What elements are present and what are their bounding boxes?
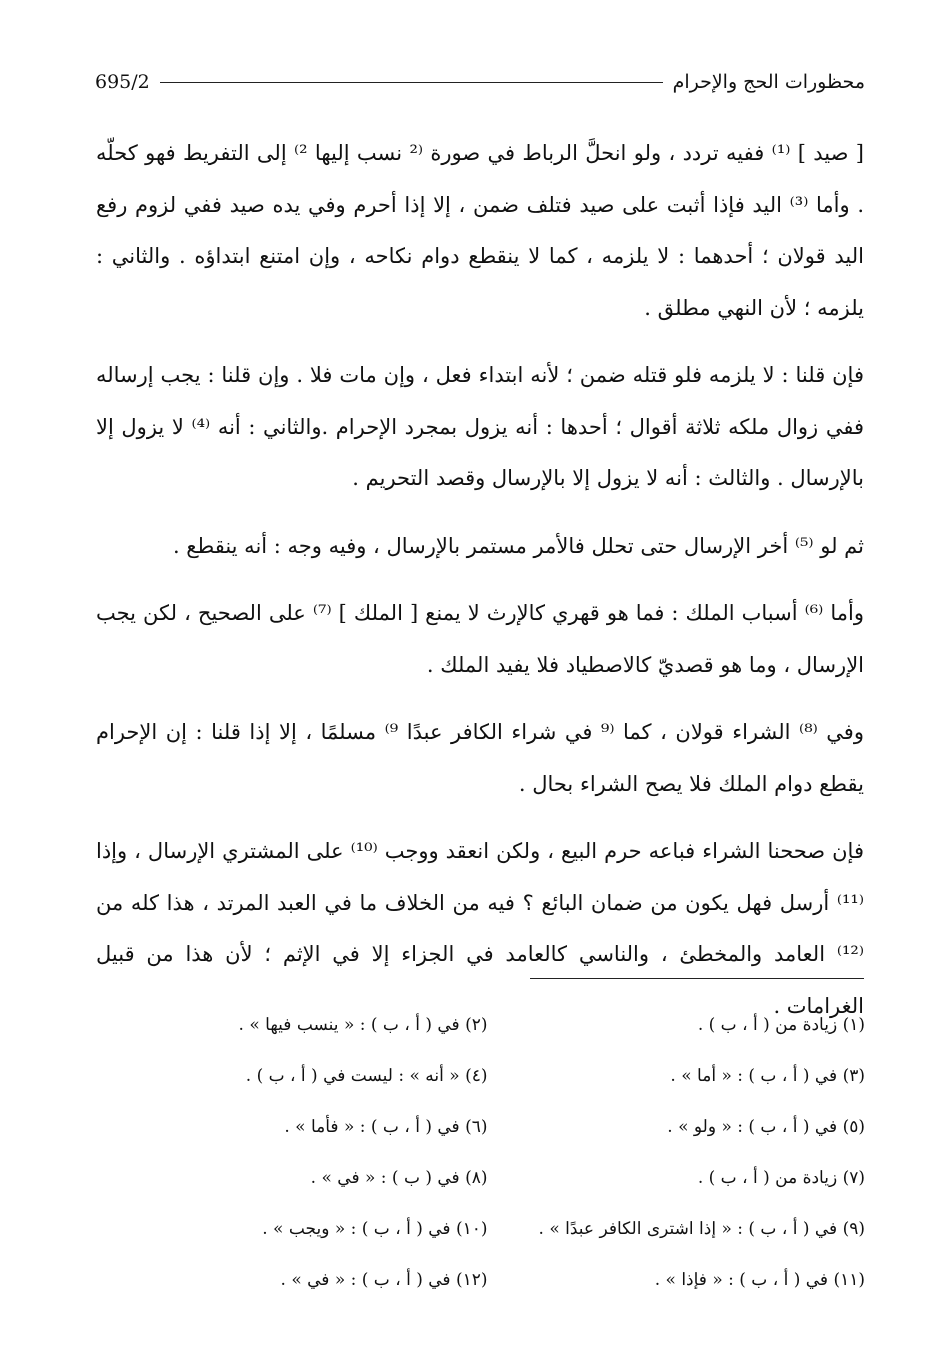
footnote: (١) زيادة من ( أ ، ب ) . <box>697 1015 865 1035</box>
header-rule <box>160 82 663 83</box>
footnote: (٤) « أنه » : ليست في ( أ ، ب ) . <box>245 1066 488 1086</box>
paragraph: ثم لو ⁽⁵⁾ أخر الإرسال حتى تحلل فالأمر مستمر بالإرسال ، وفيه وجه : أنه ينقطع . <box>172 533 864 558</box>
page-number: 695/2 <box>95 71 150 93</box>
paragraph: وفي ⁽⁸⁾ الشراء قولان ، كما ⁽⁹ في شراء الكافر عبدًا ⁹⁾ مسلمًا ، إلا إذا قلنا : إن الإحرام يقطع دوام الملك فلا يصح الشراء بحال . <box>96 720 864 796</box>
footnote: (٢) في ( أ ، ب ) : « ينسب فيها » . <box>238 1015 488 1035</box>
footnote: (١٢) في ( أ ، ب ) : « في » . <box>280 1270 488 1290</box>
footnote: (١٠) في ( أ ، ب ) : « ويجب » . <box>262 1219 488 1239</box>
footnote-separator <box>530 978 864 979</box>
footnote: (٦) في ( أ ، ب ) : « فأما » . <box>284 1117 488 1137</box>
footnote: (٩) في ( أ ، ب ) : « إذا اشترى الكافر عبدًا » . <box>538 1219 865 1239</box>
footnote: (٣) في ( أ ، ب ) : « أما » . <box>670 1066 865 1086</box>
footnotes <box>110 1000 865 1306</box>
footnote: (٧) زيادة من ( أ ، ب ) . <box>697 1168 865 1188</box>
paragraph: وأما ⁽⁶⁾ أسباب الملك : فما هو قهري كالإرث لا يمنع [ الملك ] ⁽⁷⁾ على الصحيح ، لكن يجب الإرسال ، وما هو قصديّ كالاصطياد فلا يفيد الملك . <box>96 601 864 677</box>
paragraph: فإن قلنا : لا يلزمه فلو قتله ضمن ؛ لأنه ابتداء فعل ، وإن مات فلا . وإن قلنا : يجب إرساله ففي زوال ملكه ثلاثة أقوال ؛ أحدها : أنه يزول بمجرد الإحرام .والثاني : أنه ⁽⁴⁾ لا يزول إلا بالإرسال . والثالث : أنه لا يزول إلا بالإرسال وقصد التحريم . <box>96 363 864 490</box>
footnote: (٨) في ( ب ) : « في » . <box>310 1168 488 1188</box>
footnote: (١١) في ( أ ، ب ) : « فإذا » . <box>654 1270 865 1290</box>
paragraph: فإن صححنا الشراء فباعه حرم البيع ، ولكن انعقد ووجب ⁽¹⁰⁾ على المشتري الإرسال ، وإذا ⁽¹¹⁾ أرسل فهل يكون من ضمان البائع ؟ فيه من الخلاف ما في العبد المرتد ، هذا كله من ⁽¹²⁾ العامد والمخطئ ، والناسي كالعامد في الجزاء إلا في الإثم ؛ لأن هذا من قبيل الغرامات . <box>96 839 864 1018</box>
paragraph: [ صيد ] ⁽¹⁾ ففيه تردد ، ولو انحلَّ الرباط في صورة ⁽² نسب إليها ²⁾ إلى التفريط فهو كحلّه . وأما ⁽³⁾ اليد فإذا أثبت على صيد فتلف ضمن ، إلا إذا أحرم وفي يده صيد ففي لزوم رفع اليد قولان ؛ أحدهما : لا يلزمه ، كما لا ينقطع دوام نكاحه ، وإن امتنع ابتداؤه . والثاني : يلزمه ؛ لأن النهي مطلق . <box>96 141 864 320</box>
body-text <box>96 128 864 1048</box>
running-title: محظورات الحج والإحرام <box>672 71 865 93</box>
page-header <box>95 62 865 102</box>
footnote: (٥) في ( أ ، ب ) : « ولو » . <box>667 1117 865 1137</box>
